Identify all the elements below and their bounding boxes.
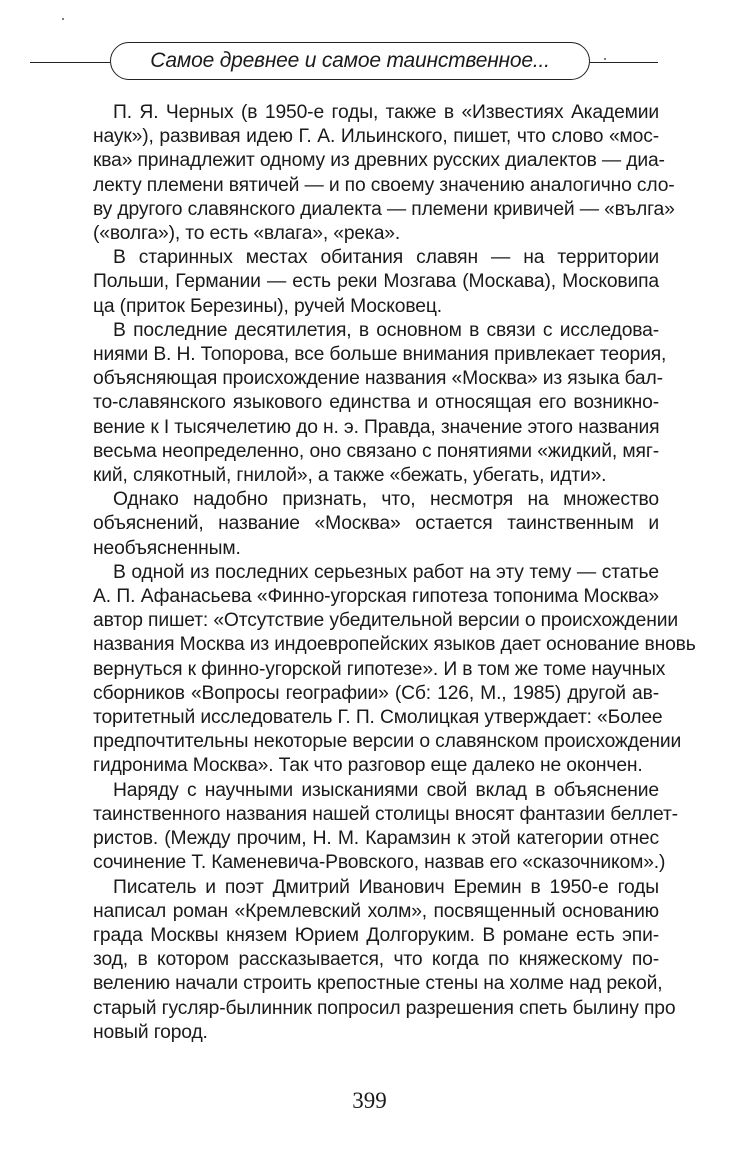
text-line: названия Москва из индоевропейских языков дает основание вновь [93,634,696,656]
text-line: наук»), развивая идею Г. А. Ильинского, пишет, что слово «мос- [93,126,659,148]
page-number: 399 [352,1088,387,1113]
text-line: вение к I тысячелетию до н. э. Правда, значение этого названия [93,416,660,438]
paragraph [73,561,696,779]
text-line: то-славянского языкового единства и относящая его возникно- [93,392,659,414]
print-speck [62,18,64,20]
text-line: («волга»), то есть «влага», «река». [93,223,401,245]
text-line: ца (приток Березины), ручей Московец. [93,295,442,317]
text-line: В старинных местах обитания славян — на территории [113,247,659,269]
text-line: ниями В. Н. Топорова, все больше внимания привлекает теория, [93,344,667,366]
paragraph [73,779,678,876]
text-line: весьма неопределенно, оно связано с понятиями «жидкий, мяг- [93,440,659,462]
text-line: написал роман «Кремлевский холм», посвященный основанию [93,900,659,922]
text-line: Польши, Германии — есть реки Мозгава (Москава), Московипа [93,271,659,293]
text-line: ква» принадлежит одному из древних русских диалектов — диа- [93,150,665,172]
body-text [73,101,696,1045]
paragraph [73,101,675,246]
paragraph [73,246,659,319]
header-title: Самое древнее и самое таинственное... [150,49,550,72]
text-line: града Москвы князем Юрием Долгоруким. В романе есть эпи- [93,924,659,946]
text-line: объяснений, название «Москва» остается таинственным и [93,513,659,535]
text-line: кий, слякотный, гнилой», а также «бежать, убегать, идти». [93,465,607,487]
text-line: вернуться к финно-угорской гипотезе». И в том же томе научных [93,658,666,680]
paragraph [73,319,667,488]
text-line: велению начали строить крепостные стены на холме над рекой, [93,973,663,995]
text-line: сборников «Вопросы географии» (Сб: 126, М., 1985) другой ав- [93,682,659,704]
paragraph [73,488,659,561]
text-line: торитетный исследователь Г. П. Смолицкая утверждает: «Более [93,707,663,729]
text-line: Писатель и поэт Дмитрий Иванович Еремин в 1950-е годы [113,876,659,898]
header-title-frame [110,42,590,80]
text-line: необъясненным. [93,537,241,559]
text-line: старый гусляр-былинник попросил разрешения спеть былину про [93,997,676,1019]
text-line: зод, в котором рассказывается, что когда по княжескому по- [93,949,659,971]
text-line: таинственного названия нашей столицы вносят фантазии беллет- [93,803,678,825]
text-line: ву другого славянского диалекта — племени кривичей — «вълга» [93,198,675,220]
header-rule-right [590,62,658,63]
paragraph [73,876,676,1045]
text-line: П. Я. Черных (в 1950-е годы, также в «Известиях Академии [113,102,659,123]
running-header [0,40,739,84]
text-line: гидронима Москва». Так что разговор еще далеко не окончен. [93,755,643,777]
text-line: лекту племени вятичей — и по своему значению аналогично сло- [93,174,675,196]
text-line: автор пишет: «Отсутствие убедительной версии о происхождении [93,610,678,632]
text-line: А. П. Афанасьева «Финно-угорская гипотеза топонима Москва» [93,586,659,608]
header-rule-left [30,62,110,63]
text-line: Однако надобно признать, что, несмотря на множество [113,489,659,511]
text-line: В последние десятилетия, в основном в связи с исследова- [113,319,659,341]
text-line: сочинение Т. Каменевича-Рвовского, назвав его «сказочником».) [93,852,666,874]
text-line: предпочтительны некоторые версии о славянском происхождении [93,731,682,753]
text-line: объясняющая происхождение названия «Москва» из языка бал- [93,368,663,390]
text-line: Наряду с научными изысканиями свой вклад в объяснение [113,779,659,801]
text-line: В одной из последних серьезных работ на эту тему — статье [113,561,659,583]
text-line: ристов. (Между прочим, Н. М. Карамзин к этой категории отнес [93,828,659,850]
text-line: новый город. [93,1021,208,1043]
